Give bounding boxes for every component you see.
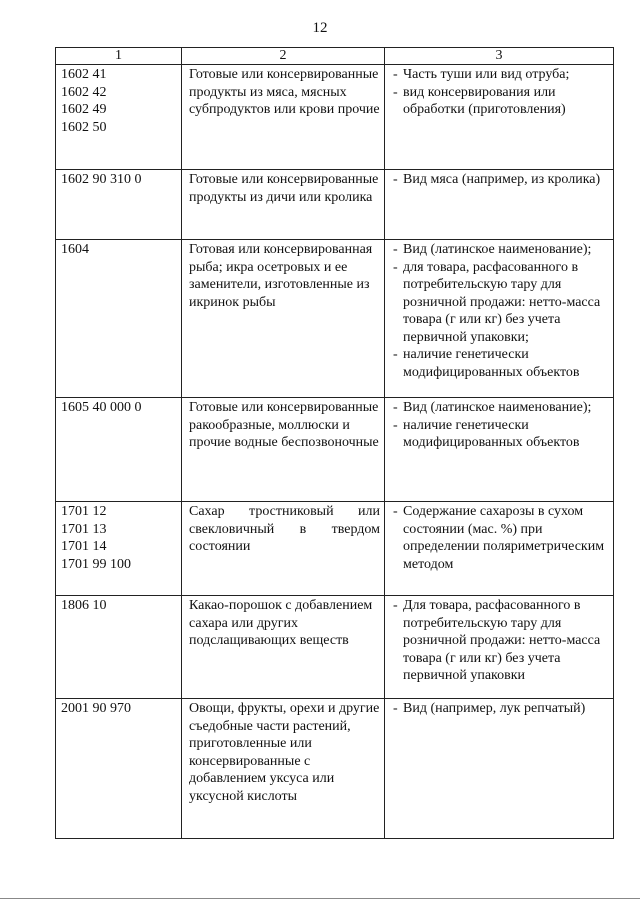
product-name-cell xyxy=(182,398,385,502)
attribute-item: - Вид (латинское наименование); xyxy=(392,399,609,417)
table-header-row xyxy=(56,48,614,65)
attributes-cell xyxy=(385,596,614,699)
page-number: 12 xyxy=(312,20,328,36)
product-name: Овощи, фрукты, орехи и другие съедобные части растений, приготовленные или консервированные с добавлением уксуса или уксусной кислоты xyxy=(189,701,380,804)
code: 1605 40 000 0 xyxy=(61,400,142,415)
product-name: Какао-порошок с добавлением сахара или других подслащивающих веществ xyxy=(189,598,373,648)
attribute-item: - Для товара, расфасованного в потребительскую тару для розничной продажи: нетто-масса товара (г или кг) без учета первичной упаковки xyxy=(392,597,609,685)
attribute-item: - для товара, расфасованного в потребительскую тару для розничной продажи: нетто-масса товара (г или кг) без учета первичной упаковки; xyxy=(392,259,609,347)
product-name-cell xyxy=(182,240,385,398)
table-row xyxy=(56,65,614,170)
code: 2001 90 970 xyxy=(61,701,131,716)
product-name-cell xyxy=(182,502,385,596)
attributes-cell xyxy=(385,240,614,398)
attributes-cell xyxy=(385,65,614,170)
attribute-item: - Часть туши или вид отруба; xyxy=(392,66,609,84)
attribute-item: - наличие генетически модифицированных объектов xyxy=(392,417,609,452)
code-cell xyxy=(56,65,182,170)
attributes-cell xyxy=(385,170,614,240)
code-cell xyxy=(56,170,182,240)
code: 1701 14 xyxy=(61,539,107,554)
code: 1701 13 xyxy=(61,521,107,537)
product-name-cell xyxy=(182,65,385,170)
code-cell xyxy=(56,398,182,502)
product-name: Готовые или консервированные продукты из дичи или кролика xyxy=(189,172,379,205)
code-cell xyxy=(56,699,182,839)
classification-table xyxy=(55,47,614,839)
product-name: Готовые или консервированные продукты из мяса, мясных субпродуктов или крови прочие xyxy=(189,67,380,117)
column-header-3: 3 xyxy=(385,48,614,65)
scan-edge-line xyxy=(0,898,640,899)
code: 1602 49 xyxy=(61,102,107,117)
code-cell xyxy=(56,596,182,699)
attribute-item: - Вид (латинское наименование); xyxy=(392,241,609,259)
product-name: Готовая или консервированная рыба; икра осетровых и ее заменители, изготовленные из икринок рыбы xyxy=(189,242,373,310)
product-name-cell xyxy=(182,170,385,240)
product-name: Сахар тростниковый или свекловичный в твердом состоянии xyxy=(189,504,380,554)
attributes-cell xyxy=(385,699,614,839)
code-cell xyxy=(56,240,182,398)
table-row xyxy=(56,398,614,502)
product-name: Готовые или консервированные ракообразные, моллюски и прочие водные беспозвоночные xyxy=(189,400,379,450)
table-row xyxy=(56,596,614,699)
product-name-cell xyxy=(182,596,385,699)
code-cell xyxy=(56,502,182,596)
attribute-item: - вид консервирования или обработки (приготовления) xyxy=(392,84,609,119)
attributes-cell xyxy=(385,502,614,596)
table-row xyxy=(56,170,614,240)
code: 1806 10 xyxy=(61,598,107,613)
attribute-item: - наличие генетически модифицированных объектов xyxy=(392,346,609,381)
attributes-cell xyxy=(385,398,614,502)
attribute-item: - Вид мяса (например, из кролика) xyxy=(392,171,609,189)
attribute-item: - Вид (например, лук репчатый) xyxy=(392,700,609,718)
product-name-cell xyxy=(182,699,385,839)
column-header-2: 2 xyxy=(182,48,385,65)
code: 1604 xyxy=(61,242,89,257)
code: 1602 41 xyxy=(61,67,107,82)
table-row xyxy=(56,699,614,839)
table-row xyxy=(56,502,614,596)
attribute-item: - Содержание сахарозы в сухом состоянии (мас. %) при определении поляриметрическим методом xyxy=(392,503,609,573)
column-header-1: 1 xyxy=(56,48,182,65)
table-row xyxy=(56,240,614,398)
code: 1701 99 100 xyxy=(61,556,131,572)
code: 1602 42 xyxy=(61,84,107,100)
code: 1602 90 310 0 xyxy=(61,172,142,187)
code: 1602 50 xyxy=(61,119,107,135)
code: 1701 12 xyxy=(61,504,107,519)
